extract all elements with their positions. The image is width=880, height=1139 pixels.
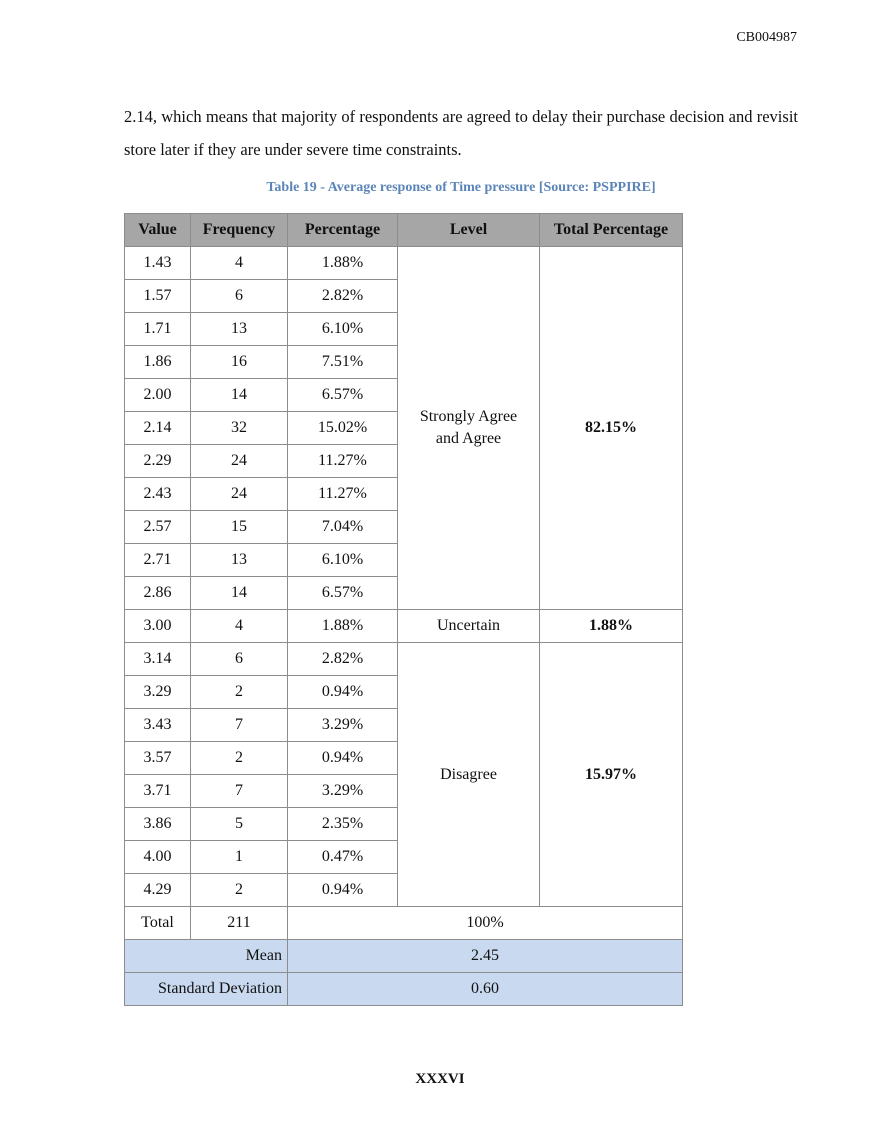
column-header: Total Percentage (540, 214, 683, 247)
total-frequency: 211 (191, 907, 288, 940)
total-label: Total (125, 907, 191, 940)
frequency-cell: 15 (191, 511, 288, 544)
value-cell: 1.57 (125, 280, 191, 313)
value-cell: 4.00 (125, 841, 191, 874)
total-percentage-cell: 82.15% (540, 247, 683, 610)
percentage-cell: 0.94% (288, 874, 398, 907)
frequency-cell: 2 (191, 676, 288, 709)
level-cell: Strongly Agree and Agree (398, 247, 540, 610)
percentage-cell: 7.04% (288, 511, 398, 544)
value-cell: 3.43 (125, 709, 191, 742)
total-percentage-cell: 15.97% (540, 643, 683, 907)
table-body (125, 247, 683, 907)
total-percentage: 100% (288, 907, 683, 940)
frequency-cell: 13 (191, 544, 288, 577)
total-row (125, 907, 683, 940)
time-pressure-table (124, 213, 683, 1006)
frequency-cell: 24 (191, 478, 288, 511)
value-cell: 2.57 (125, 511, 191, 544)
std-dev-row (125, 973, 683, 1006)
percentage-cell: 2.82% (288, 280, 398, 313)
percentage-cell: 0.94% (288, 676, 398, 709)
percentage-cell: 11.27% (288, 478, 398, 511)
percentage-cell: 6.57% (288, 577, 398, 610)
std-dev-label: Standard Deviation (125, 973, 288, 1006)
value-cell: 3.86 (125, 808, 191, 841)
frequency-cell: 2 (191, 742, 288, 775)
table-row (125, 643, 683, 676)
percentage-cell: 0.94% (288, 742, 398, 775)
value-cell: 2.14 (125, 412, 191, 445)
value-cell: 3.14 (125, 643, 191, 676)
frequency-cell: 6 (191, 280, 288, 313)
table-caption: Table 19 - Average response of Time pressure [Source: PSPPIRE] (266, 180, 656, 195)
table-header-row (125, 214, 683, 247)
value-cell: 2.29 (125, 445, 191, 478)
percentage-cell: 1.88% (288, 610, 398, 643)
frequency-cell: 14 (191, 577, 288, 610)
level-cell: Uncertain (398, 610, 540, 643)
total-percentage-cell: 1.88% (540, 610, 683, 643)
percentage-cell: 3.29% (288, 709, 398, 742)
frequency-cell: 4 (191, 247, 288, 280)
value-cell: 3.71 (125, 775, 191, 808)
frequency-cell: 4 (191, 610, 288, 643)
frequency-cell: 1 (191, 841, 288, 874)
percentage-cell: 0.47% (288, 841, 398, 874)
value-cell: 3.00 (125, 610, 191, 643)
body-paragraph: 2.14, which means that majority of respondents are agreed to delay their purchase decision and revisit store later if they are under severe time constraints. (124, 107, 798, 159)
frequency-cell: 5 (191, 808, 288, 841)
percentage-cell: 6.10% (288, 313, 398, 346)
percentage-cell: 15.02% (288, 412, 398, 445)
table-row (125, 247, 683, 280)
frequency-cell: 7 (191, 775, 288, 808)
percentage-cell: 6.57% (288, 379, 398, 412)
percentage-cell: 6.10% (288, 544, 398, 577)
column-header: Percentage (288, 214, 398, 247)
column-header: Frequency (191, 214, 288, 247)
frequency-cell: 24 (191, 445, 288, 478)
value-cell: 1.86 (125, 346, 191, 379)
frequency-cell: 32 (191, 412, 288, 445)
percentage-cell: 2.82% (288, 643, 398, 676)
value-cell: 1.71 (125, 313, 191, 346)
document-id: CB004987 (736, 30, 797, 45)
column-header: Value (125, 214, 191, 247)
column-header: Level (398, 214, 540, 247)
value-cell: 3.57 (125, 742, 191, 775)
mean-label: Mean (125, 940, 288, 973)
percentage-cell: 7.51% (288, 346, 398, 379)
level-cell: Disagree (398, 643, 540, 907)
frequency-cell: 14 (191, 379, 288, 412)
percentage-cell: 3.29% (288, 775, 398, 808)
page-number: XXXVI (415, 1071, 465, 1087)
frequency-cell: 2 (191, 874, 288, 907)
frequency-cell: 16 (191, 346, 288, 379)
percentage-cell: 11.27% (288, 445, 398, 478)
mean-value: 2.45 (288, 940, 683, 973)
value-cell: 2.00 (125, 379, 191, 412)
value-cell: 1.43 (125, 247, 191, 280)
percentage-cell: 1.88% (288, 247, 398, 280)
frequency-cell: 6 (191, 643, 288, 676)
value-cell: 3.29 (125, 676, 191, 709)
value-cell: 2.43 (125, 478, 191, 511)
std-dev-value: 0.60 (288, 973, 683, 1006)
frequency-cell: 13 (191, 313, 288, 346)
table-row (125, 610, 683, 643)
mean-row (125, 940, 683, 973)
percentage-cell: 2.35% (288, 808, 398, 841)
value-cell: 2.86 (125, 577, 191, 610)
value-cell: 4.29 (125, 874, 191, 907)
frequency-cell: 7 (191, 709, 288, 742)
value-cell: 2.71 (125, 544, 191, 577)
